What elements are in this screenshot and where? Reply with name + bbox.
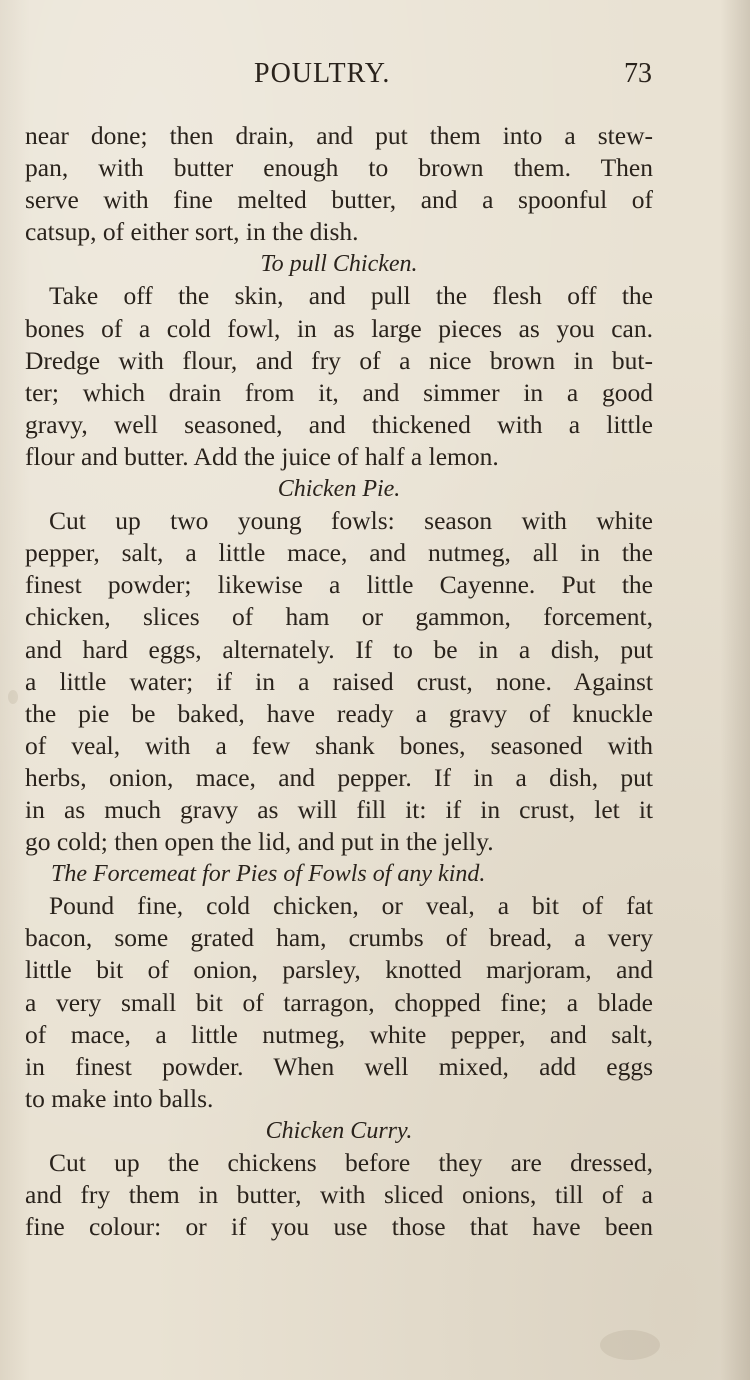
body-text-line: finest powder; likewise a little Cayenne. Put the [25,570,653,600]
body-text-line: Cut up two young fowls: season with white [49,506,653,536]
body-text-line: a very small bit of tarragon, chopped fine; a blade [25,987,653,1017]
body-text-line: ter; which drain from it, and simmer in a good [25,377,653,407]
body-text-line: little bit of onion, parsley, knotted marjoram, and [25,955,653,985]
body-text-line: pan, with butter enough to brown them. Then [25,153,653,183]
body-text-line: herbs, onion, mace, and pepper. If in a dish, put [25,762,653,792]
body-text-line: bacon, some grated ham, crumbs of bread, a very [25,923,653,953]
body-text-line: pepper, salt, a little mace, and nutmeg, all in the [25,538,653,568]
body-text-line: serve with fine melted butter, and a spoonful of [25,185,653,215]
recipe-heading: The Forcemeat for Pies of Fowls of any kind. [51,861,486,888]
body-text-line: to make into balls. [25,1083,214,1113]
body-text-line: a little water; if in a raised crust, none. Against [25,666,653,696]
body-text-line: chicken, slices of ham or gammon, forcement, [25,602,653,632]
running-title: POULTRY. [254,58,391,89]
paper-stain [8,690,18,704]
body-text-line: go cold; then open the lid, and put in the jelly. [25,827,494,857]
body-text-line: of veal, with a few shank bones, seasoned with [25,730,653,760]
body-text-line: bones of a cold fowl, in as large pieces as you can. [25,313,653,343]
recipe-heading: Chicken Curry. [265,1117,413,1144]
running-head [0,58,750,98]
body-text-line: in as much gravy as will fill it: if in crust, let it [25,794,653,824]
paper-stain [600,1330,660,1360]
body-text-line: fine colour: or if you use those that have been [25,1212,653,1242]
page-number: 73 [624,58,652,89]
body-text-line: near done; then drain, and put them into a stew- [25,121,653,150]
body-text-line: and hard eggs, alternately. If to be in a dish, put [25,634,653,664]
body-text-line: flour and butter. Add the juice of half a lemon. [25,441,499,471]
body-text-line: Take off the skin, and pull the flesh off the [49,281,653,311]
body-text-line: in finest powder. When well mixed, add eggs [25,1051,653,1081]
body-text-line: catsup, of either sort, in the dish. [25,217,359,247]
recipe-heading: Chicken Pie. [277,476,401,503]
body-text-line: Dredge with flour, and fry of a nice brown in but- [25,345,653,375]
body-text-line: Cut up the chickens before they are dressed, [49,1148,653,1177]
page-body [25,120,653,1243]
body-text-line: the pie be baked, have ready a gravy of knuckle [25,698,653,728]
recipe-heading: To pull Chicken. [260,251,418,278]
body-text-line: and fry them in butter, with sliced onions, till of a [25,1180,653,1210]
body-text-line: of mace, a little nutmeg, white pepper, and salt, [25,1019,653,1049]
body-text-line: Pound fine, cold chicken, or veal, a bit of fat [49,891,653,921]
body-text-line: gravy, well seasoned, and thickened with a little [25,409,653,439]
